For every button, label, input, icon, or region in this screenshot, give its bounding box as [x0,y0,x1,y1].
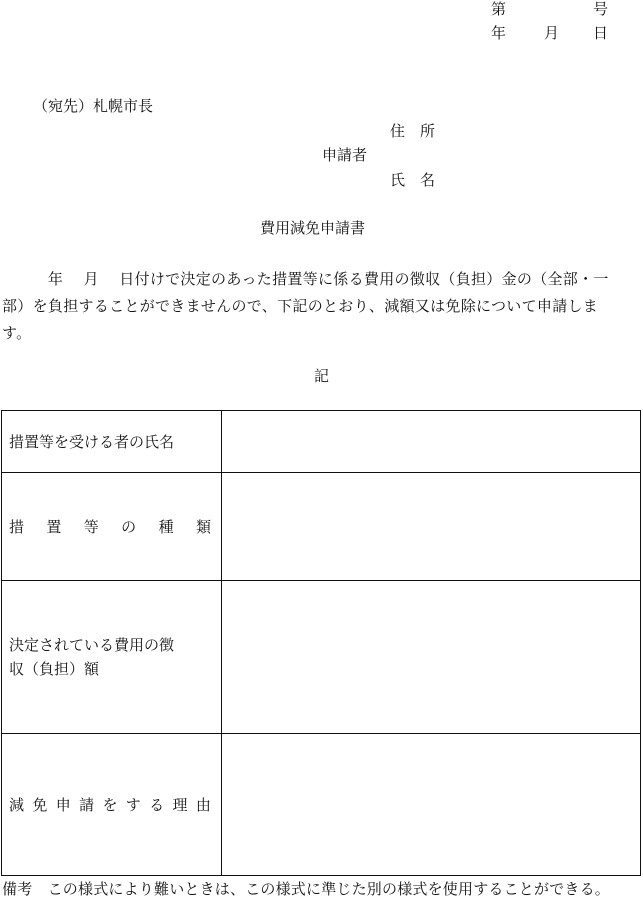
body-line-1: 年 月 日付けで決定のあった措置等に係る費用の徴収（負担）金の（全部・一 [2,270,609,288]
addressee: （宛先）札幌市長 [33,97,154,115]
reduction-reason-char: 減 [9,796,25,814]
table-row [2,734,641,876]
measure-type-input-cell[interactable] [222,473,641,581]
measure-type-char: 置 [46,518,62,536]
applicant-name-label: 氏 名 [390,171,436,189]
table-row [2,581,641,734]
footnote-remarks: 備考 この様式により難いときは、この様式に準じた別の様式を使用することができる。 [2,880,611,898]
application-table [1,410,641,876]
reduction-reason-label-cell [2,734,222,876]
document-title: 費用減免申請書 [260,219,366,237]
measure-type-label-cell [2,473,222,581]
measure-type-char: 種 [158,518,174,536]
decided-cost-label-cell [2,581,222,734]
reduction-reason-char: 由 [195,796,211,814]
document-number-prefix: 第 [491,0,507,18]
date-year-label: 年 [491,24,507,42]
ki-heading: 記 [314,367,330,385]
reduction-reason-char: を [102,796,118,814]
reduction-reason-label [9,794,211,815]
recipient-name-label: 措置等を受ける者の氏名 [9,433,175,451]
reduction-reason-char: 請 [79,796,95,814]
measure-type-label [9,516,211,537]
reduction-reason-char: 免 [32,796,48,814]
body-line-2: 部）を負担することができませんので、下記のとおり、減額又は免除について申請しま [2,297,599,315]
applicant-address-label: 住 所 [390,122,436,140]
document-number-suffix: 号 [593,0,609,18]
body-paragraph [2,266,643,347]
measure-type-char: 措 [9,518,25,536]
measure-type-char: 等 [83,518,99,536]
measure-type-char: の [121,518,137,536]
reduction-reason-input-cell[interactable] [222,734,641,876]
reduction-reason-char: 理 [172,796,188,814]
decided-cost-input-cell[interactable] [222,581,641,734]
measure-type-char: 類 [195,518,211,536]
decided-cost-label [9,633,221,681]
decided-cost-label-line-1: 決定されている費用の徴 [9,636,175,654]
date-day-label: 日 [593,24,609,42]
reduction-reason-char: る [149,796,165,814]
recipient-name-label-cell [2,411,222,473]
applicant-label: 申請者 [322,146,368,164]
reduction-reason-char: す [125,796,141,814]
reduction-reason-char: 申 [55,796,71,814]
body-line-3: す。 [2,324,32,342]
date-month-label: 月 [544,24,560,42]
recipient-name-input-cell[interactable] [222,411,641,473]
table-row [2,473,641,581]
table-row [2,411,641,473]
decided-cost-label-line-2: 収（負担）額 [9,660,100,678]
